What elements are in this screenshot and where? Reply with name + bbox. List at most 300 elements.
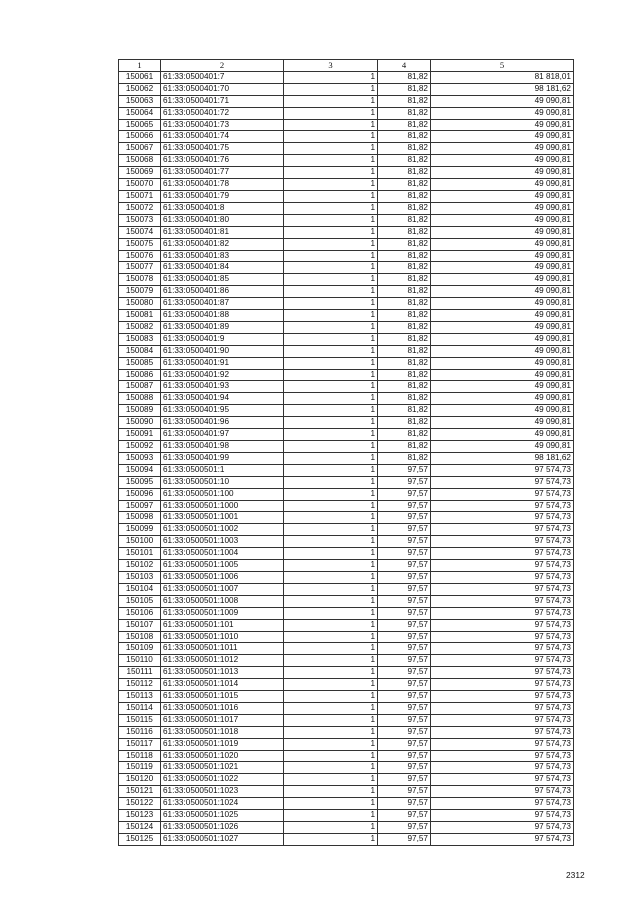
count-cell: 1 [284, 333, 378, 345]
cadastral-number-cell: 61:33:0500401:97 [161, 429, 284, 441]
count-cell: 1 [284, 464, 378, 476]
amount-cell: 97 574,73 [431, 560, 574, 572]
cadastral-number-cell: 61:33:0500501:1011 [161, 643, 284, 655]
table-row [119, 214, 574, 226]
row-number-cell: 150061 [119, 71, 161, 83]
count-cell: 1 [284, 750, 378, 762]
value-cell: 97,57 [378, 798, 431, 810]
row-number-cell: 150096 [119, 488, 161, 500]
column-header-5: 5 [431, 60, 574, 72]
table-row [119, 321, 574, 333]
row-number-cell: 150114 [119, 702, 161, 714]
cadastral-number-cell: 61:33:0500401:90 [161, 345, 284, 357]
amount-cell: 49 090,81 [431, 405, 574, 417]
value-cell: 97,57 [378, 691, 431, 703]
amount-cell: 49 090,81 [431, 345, 574, 357]
value-cell: 97,57 [378, 512, 431, 524]
count-cell: 1 [284, 762, 378, 774]
row-number-cell: 150086 [119, 369, 161, 381]
table-row [119, 500, 574, 512]
value-cell: 97,57 [378, 595, 431, 607]
table-header [119, 60, 574, 72]
value-cell: 81,82 [378, 83, 431, 95]
count-cell: 1 [284, 571, 378, 583]
amount-cell: 49 090,81 [431, 333, 574, 345]
table-row [119, 357, 574, 369]
amount-cell: 97 574,73 [431, 464, 574, 476]
table-row [119, 202, 574, 214]
table-row [119, 512, 574, 524]
count-cell: 1 [284, 167, 378, 179]
table-row [119, 607, 574, 619]
value-cell: 97,57 [378, 500, 431, 512]
amount-cell: 49 090,81 [431, 226, 574, 238]
value-cell: 97,57 [378, 667, 431, 679]
row-number-cell: 150111 [119, 667, 161, 679]
cadastral-number-cell: 61:33:0500501:1021 [161, 762, 284, 774]
cadastral-number-cell: 61:33:0500501:1006 [161, 571, 284, 583]
count-cell: 1 [284, 393, 378, 405]
table-row [119, 619, 574, 631]
count-cell: 1 [284, 452, 378, 464]
cadastral-number-cell: 61:33:0500501:1005 [161, 560, 284, 572]
count-cell: 1 [284, 441, 378, 453]
cadastral-number-cell: 61:33:0500501:1 [161, 464, 284, 476]
value-cell: 81,82 [378, 369, 431, 381]
column-header-4: 4 [378, 60, 431, 72]
value-cell: 81,82 [378, 202, 431, 214]
row-number-cell: 150115 [119, 714, 161, 726]
row-number-cell: 150083 [119, 333, 161, 345]
value-cell: 97,57 [378, 476, 431, 488]
value-cell: 81,82 [378, 238, 431, 250]
row-number-cell: 150106 [119, 607, 161, 619]
amount-cell: 97 574,73 [431, 583, 574, 595]
value-cell: 81,82 [378, 250, 431, 262]
value-cell: 81,82 [378, 143, 431, 155]
count-cell: 1 [284, 679, 378, 691]
row-number-cell: 150081 [119, 310, 161, 322]
cadastral-number-cell: 61:33:0500401:73 [161, 119, 284, 131]
count-cell: 1 [284, 512, 378, 524]
amount-cell: 97 574,73 [431, 488, 574, 500]
table-row [119, 810, 574, 822]
value-cell: 97,57 [378, 607, 431, 619]
cadastral-number-cell: 61:33:0500401:80 [161, 214, 284, 226]
count-cell: 1 [284, 179, 378, 191]
value-cell: 97,57 [378, 714, 431, 726]
row-number-cell: 150121 [119, 786, 161, 798]
row-number-cell: 150069 [119, 167, 161, 179]
row-number-cell: 150087 [119, 381, 161, 393]
cadastral-number-cell: 61:33:0500501:1019 [161, 738, 284, 750]
cadastral-number-cell: 61:33:0500401:74 [161, 131, 284, 143]
cadastral-number-cell: 61:33:0500501:1009 [161, 607, 284, 619]
value-cell: 97,57 [378, 488, 431, 500]
row-number-cell: 150119 [119, 762, 161, 774]
row-number-cell: 150100 [119, 536, 161, 548]
amount-cell: 49 090,81 [431, 357, 574, 369]
amount-cell: 49 090,81 [431, 286, 574, 298]
value-cell: 97,57 [378, 571, 431, 583]
value-cell: 81,82 [378, 441, 431, 453]
value-cell: 81,82 [378, 310, 431, 322]
row-number-cell: 150098 [119, 512, 161, 524]
value-cell: 97,57 [378, 655, 431, 667]
row-number-cell: 150079 [119, 286, 161, 298]
amount-cell: 97 574,73 [431, 643, 574, 655]
value-cell: 81,82 [378, 393, 431, 405]
row-number-cell: 150108 [119, 631, 161, 643]
value-cell: 81,82 [378, 262, 431, 274]
table-row [119, 738, 574, 750]
cadastral-number-cell: 61:33:0500401:79 [161, 190, 284, 202]
value-cell: 81,82 [378, 155, 431, 167]
table-row [119, 667, 574, 679]
row-number-cell: 150085 [119, 357, 161, 369]
row-number-cell: 150064 [119, 107, 161, 119]
cadastral-number-cell: 61:33:0500501:1023 [161, 786, 284, 798]
amount-cell: 49 090,81 [431, 381, 574, 393]
cadastral-number-cell: 61:33:0500401:82 [161, 238, 284, 250]
cadastral-number-cell: 61:33:0500401:87 [161, 298, 284, 310]
cadastral-number-cell: 61:33:0500501:1012 [161, 655, 284, 667]
row-number-cell: 150077 [119, 262, 161, 274]
count-cell: 1 [284, 833, 378, 845]
cadastral-number-cell: 61:33:0500401:83 [161, 250, 284, 262]
count-cell: 1 [284, 524, 378, 536]
table-row [119, 774, 574, 786]
table-row [119, 833, 574, 845]
cadastral-number-cell: 61:33:0500401:95 [161, 405, 284, 417]
value-cell: 97,57 [378, 822, 431, 834]
count-cell: 1 [284, 250, 378, 262]
value-cell: 81,82 [378, 131, 431, 143]
table-row [119, 595, 574, 607]
amount-cell: 97 574,73 [431, 738, 574, 750]
page-number: 2312 [566, 870, 585, 880]
count-cell: 1 [284, 548, 378, 560]
table-row [119, 179, 574, 191]
count-cell: 1 [284, 71, 378, 83]
row-number-cell: 150078 [119, 274, 161, 286]
row-number-cell: 150123 [119, 810, 161, 822]
value-cell: 81,82 [378, 333, 431, 345]
value-cell: 81,82 [378, 167, 431, 179]
table-row [119, 143, 574, 155]
value-cell: 97,57 [378, 774, 431, 786]
table-row [119, 167, 574, 179]
value-cell: 81,82 [378, 321, 431, 333]
table-row [119, 298, 574, 310]
cadastral-number-cell: 61:33:0500401:75 [161, 143, 284, 155]
row-number-cell: 150117 [119, 738, 161, 750]
count-cell: 1 [284, 786, 378, 798]
table-row [119, 262, 574, 274]
cadastral-number-cell: 61:33:0500401:96 [161, 417, 284, 429]
value-cell: 97,57 [378, 619, 431, 631]
row-number-cell: 150074 [119, 226, 161, 238]
count-cell: 1 [284, 738, 378, 750]
amount-cell: 49 090,81 [431, 274, 574, 286]
row-number-cell: 150088 [119, 393, 161, 405]
table-row [119, 524, 574, 536]
document-page [118, 59, 574, 846]
amount-cell: 97 574,73 [431, 774, 574, 786]
table-row [119, 345, 574, 357]
value-cell: 97,57 [378, 560, 431, 572]
value-cell: 97,57 [378, 643, 431, 655]
amount-cell: 49 090,81 [431, 119, 574, 131]
cadastral-number-cell: 61:33:0500501:10 [161, 476, 284, 488]
amount-cell: 49 090,81 [431, 250, 574, 262]
value-cell: 81,82 [378, 298, 431, 310]
cadastral-number-cell: 61:33:0500401:76 [161, 155, 284, 167]
amount-cell: 98 181,62 [431, 83, 574, 95]
cadastral-number-cell: 61:33:0500401:78 [161, 179, 284, 191]
cadastral-number-cell: 61:33:0500401:70 [161, 83, 284, 95]
amount-cell: 49 090,81 [431, 131, 574, 143]
cadastral-number-cell: 61:33:0500501:1020 [161, 750, 284, 762]
table-row [119, 71, 574, 83]
cadastral-number-cell: 61:33:0500501:1008 [161, 595, 284, 607]
row-number-cell: 150122 [119, 798, 161, 810]
table-row [119, 488, 574, 500]
count-cell: 1 [284, 607, 378, 619]
cadastral-number-cell: 61:33:0500401:81 [161, 226, 284, 238]
count-cell: 1 [284, 286, 378, 298]
cadastral-number-cell: 61:33:0500501:1016 [161, 702, 284, 714]
cadastral-number-cell: 61:33:0500401:72 [161, 107, 284, 119]
value-cell: 81,82 [378, 226, 431, 238]
count-cell: 1 [284, 583, 378, 595]
row-number-cell: 150063 [119, 95, 161, 107]
amount-cell: 97 574,73 [431, 691, 574, 703]
amount-cell: 49 090,81 [431, 393, 574, 405]
count-cell: 1 [284, 810, 378, 822]
table-row [119, 274, 574, 286]
count-cell: 1 [284, 619, 378, 631]
count-cell: 1 [284, 405, 378, 417]
value-cell: 97,57 [378, 726, 431, 738]
amount-cell: 97 574,73 [431, 595, 574, 607]
table-row [119, 560, 574, 572]
row-number-cell: 150073 [119, 214, 161, 226]
amount-cell: 49 090,81 [431, 310, 574, 322]
cadastral-number-cell: 61:33:0500501:1000 [161, 500, 284, 512]
value-cell: 97,57 [378, 548, 431, 560]
amount-cell: 97 574,73 [431, 833, 574, 845]
amount-cell: 97 574,73 [431, 536, 574, 548]
cadastral-number-cell: 61:33:0500501:1014 [161, 679, 284, 691]
amount-cell: 81 818,01 [431, 71, 574, 83]
table-row [119, 250, 574, 262]
amount-cell: 49 090,81 [431, 417, 574, 429]
amount-cell: 97 574,73 [431, 762, 574, 774]
cadastral-number-cell: 61:33:0500401:85 [161, 274, 284, 286]
table-row [119, 369, 574, 381]
cadastral-number-cell: 61:33:0500401:8 [161, 202, 284, 214]
amount-cell: 49 090,81 [431, 369, 574, 381]
count-cell: 1 [284, 202, 378, 214]
count-cell: 1 [284, 429, 378, 441]
table-row [119, 131, 574, 143]
amount-cell: 97 574,73 [431, 786, 574, 798]
row-number-cell: 150084 [119, 345, 161, 357]
count-cell: 1 [284, 107, 378, 119]
value-cell: 97,57 [378, 464, 431, 476]
amount-cell: 97 574,73 [431, 476, 574, 488]
value-cell: 81,82 [378, 179, 431, 191]
value-cell: 81,82 [378, 405, 431, 417]
row-number-cell: 150071 [119, 190, 161, 202]
table-row [119, 83, 574, 95]
amount-cell: 97 574,73 [431, 571, 574, 583]
cadastral-number-cell: 61:33:0500501:100 [161, 488, 284, 500]
table-row [119, 583, 574, 595]
row-number-cell: 150089 [119, 405, 161, 417]
table-row [119, 750, 574, 762]
row-number-cell: 150109 [119, 643, 161, 655]
table-row [119, 286, 574, 298]
value-cell: 81,82 [378, 286, 431, 298]
value-cell: 81,82 [378, 429, 431, 441]
value-cell: 81,82 [378, 190, 431, 202]
table-row [119, 452, 574, 464]
value-cell: 97,57 [378, 536, 431, 548]
value-cell: 81,82 [378, 214, 431, 226]
table-row [119, 226, 574, 238]
value-cell: 81,82 [378, 107, 431, 119]
table-row [119, 822, 574, 834]
count-cell: 1 [284, 95, 378, 107]
table-row [119, 643, 574, 655]
table-row [119, 798, 574, 810]
registry-table [118, 59, 574, 846]
cadastral-number-cell: 61:33:0500401:93 [161, 381, 284, 393]
amount-cell: 97 574,73 [431, 702, 574, 714]
row-number-cell: 150099 [119, 524, 161, 536]
row-number-cell: 150110 [119, 655, 161, 667]
cadastral-number-cell: 61:33:0500401:7 [161, 71, 284, 83]
row-number-cell: 150070 [119, 179, 161, 191]
table-row [119, 190, 574, 202]
cadastral-number-cell: 61:33:0500401:84 [161, 262, 284, 274]
count-cell: 1 [284, 500, 378, 512]
amount-cell: 49 090,81 [431, 190, 574, 202]
count-cell: 1 [284, 631, 378, 643]
count-cell: 1 [284, 119, 378, 131]
table-row [119, 333, 574, 345]
amount-cell: 97 574,73 [431, 714, 574, 726]
value-cell: 97,57 [378, 786, 431, 798]
table-row [119, 702, 574, 714]
table-row [119, 762, 574, 774]
value-cell: 81,82 [378, 357, 431, 369]
value-cell: 81,82 [378, 119, 431, 131]
table-body [119, 71, 574, 845]
value-cell: 81,82 [378, 274, 431, 286]
amount-cell: 97 574,73 [431, 679, 574, 691]
value-cell: 97,57 [378, 810, 431, 822]
amount-cell: 97 574,73 [431, 726, 574, 738]
cadastral-number-cell: 61:33:0500401:9 [161, 333, 284, 345]
value-cell: 97,57 [378, 524, 431, 536]
amount-cell: 49 090,81 [431, 143, 574, 155]
cadastral-number-cell: 61:33:0500501:1002 [161, 524, 284, 536]
amount-cell: 49 090,81 [431, 95, 574, 107]
value-cell: 97,57 [378, 631, 431, 643]
column-header-2: 2 [161, 60, 284, 72]
table-row [119, 238, 574, 250]
value-cell: 81,82 [378, 345, 431, 357]
cadastral-number-cell: 61:33:0500501:1026 [161, 822, 284, 834]
row-number-cell: 150067 [119, 143, 161, 155]
row-number-cell: 150103 [119, 571, 161, 583]
row-number-cell: 150097 [119, 500, 161, 512]
row-number-cell: 150094 [119, 464, 161, 476]
row-number-cell: 150066 [119, 131, 161, 143]
cadastral-number-cell: 61:33:0500501:101 [161, 619, 284, 631]
count-cell: 1 [284, 298, 378, 310]
value-cell: 81,82 [378, 71, 431, 83]
count-cell: 1 [284, 536, 378, 548]
value-cell: 81,82 [378, 95, 431, 107]
cadastral-number-cell: 61:33:0500501:1003 [161, 536, 284, 548]
count-cell: 1 [284, 595, 378, 607]
cadastral-number-cell: 61:33:0500401:88 [161, 310, 284, 322]
amount-cell: 97 574,73 [431, 500, 574, 512]
count-cell: 1 [284, 155, 378, 167]
row-number-cell: 150065 [119, 119, 161, 131]
amount-cell: 49 090,81 [431, 429, 574, 441]
amount-cell: 97 574,73 [431, 750, 574, 762]
amount-cell: 49 090,81 [431, 238, 574, 250]
amount-cell: 97 574,73 [431, 524, 574, 536]
cadastral-number-cell: 61:33:0500501:1015 [161, 691, 284, 703]
table-row [119, 536, 574, 548]
cadastral-number-cell: 61:33:0500401:99 [161, 452, 284, 464]
row-number-cell: 150062 [119, 83, 161, 95]
count-cell: 1 [284, 83, 378, 95]
table-row [119, 107, 574, 119]
amount-cell: 49 090,81 [431, 321, 574, 333]
table-row [119, 429, 574, 441]
amount-cell: 97 574,73 [431, 607, 574, 619]
column-header-1: 1 [119, 60, 161, 72]
amount-cell: 97 574,73 [431, 631, 574, 643]
count-cell: 1 [284, 714, 378, 726]
amount-cell: 49 090,81 [431, 167, 574, 179]
table-row [119, 310, 574, 322]
value-cell: 97,57 [378, 679, 431, 691]
count-cell: 1 [284, 310, 378, 322]
count-cell: 1 [284, 417, 378, 429]
count-cell: 1 [284, 321, 378, 333]
cadastral-number-cell: 61:33:0500401:86 [161, 286, 284, 298]
table-row [119, 119, 574, 131]
cadastral-number-cell: 61:33:0500401:77 [161, 167, 284, 179]
amount-cell: 98 181,62 [431, 452, 574, 464]
table-row [119, 464, 574, 476]
row-number-cell: 150075 [119, 238, 161, 250]
count-cell: 1 [284, 226, 378, 238]
count-cell: 1 [284, 476, 378, 488]
cadastral-number-cell: 61:33:0500401:92 [161, 369, 284, 381]
table-row [119, 548, 574, 560]
row-number-cell: 150112 [119, 679, 161, 691]
row-number-cell: 150113 [119, 691, 161, 703]
